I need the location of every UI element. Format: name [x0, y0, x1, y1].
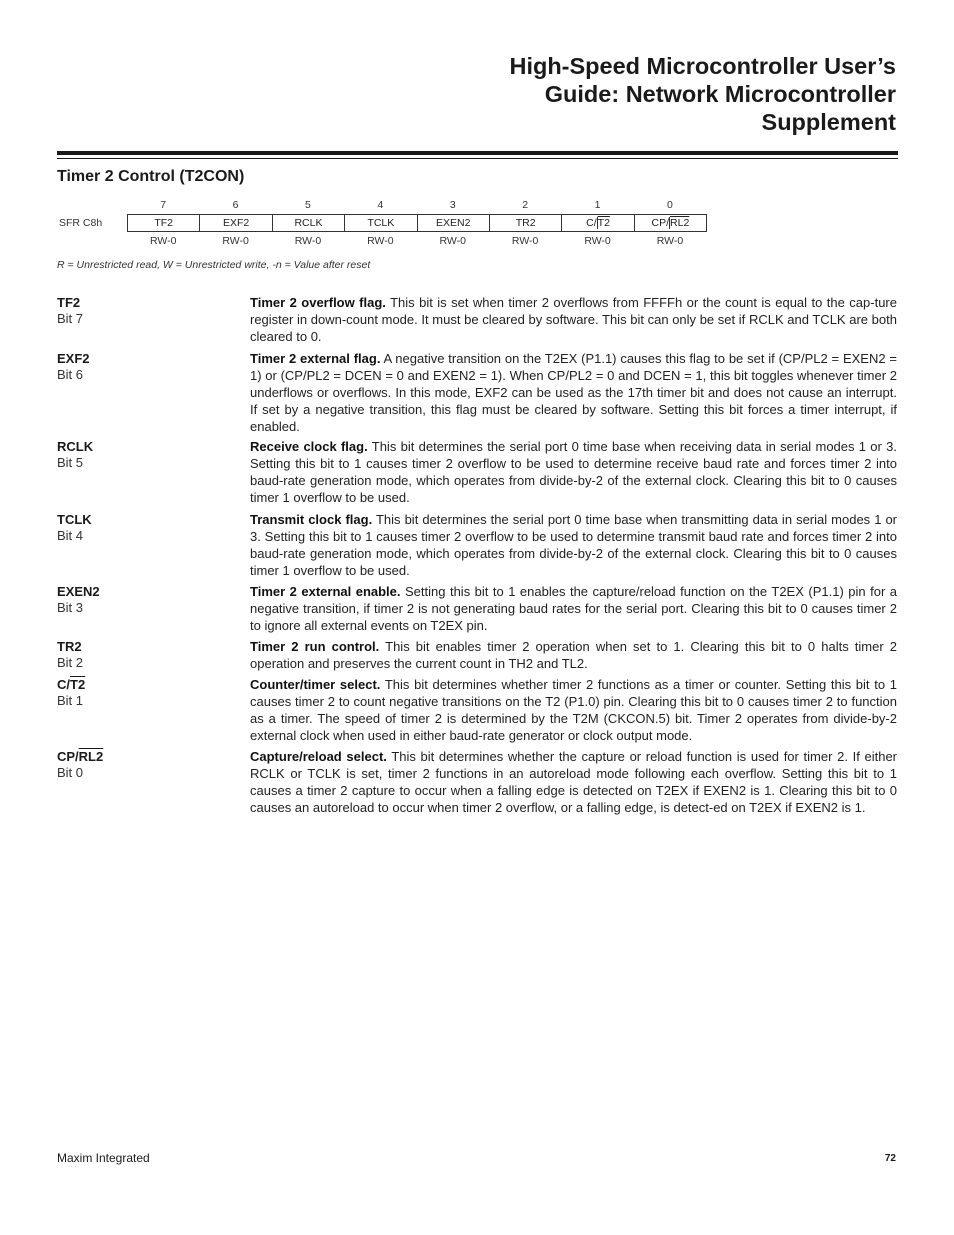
footer-company-name: Maxim Integrated — [57, 1151, 150, 1165]
bit-name-overline-text: T2 — [70, 677, 86, 692]
bit-name — [57, 638, 82, 655]
bit-number: 0 — [667, 199, 673, 211]
register-cell-row — [127, 214, 707, 232]
register-cell — [634, 215, 706, 231]
register-cell-overline-text: T2 — [597, 217, 610, 229]
bit-number: 6 — [232, 199, 239, 211]
bit-position: Bit 0 — [57, 765, 84, 780]
bit-heading: Timer 2 external enable. — [250, 584, 401, 599]
bit-heading: Receive clock flag. — [250, 439, 368, 454]
register-cell — [417, 215, 489, 231]
header-rule-thin — [57, 158, 898, 159]
bit-number: 3 — [449, 199, 456, 211]
bit-description-text — [250, 676, 897, 744]
header-rule-thick — [57, 151, 898, 155]
bit-body: This bit determines whether timer 2 functions as a timer or counter. Setting this bit to 1 causes timer 2 to count negative transitions on the T2 (P1.0) pin. Clearing this bit to 0 causes timer 2 to function as a timer. The speed of timer 2 is determined by the T2M (CKCON.5) bit. Timer 2 operates from divide-by-2 external clock when used in either baud-rate generator or clock output mode. — [250, 677, 897, 743]
bit-position: Bit 6 — [57, 367, 84, 382]
bit-description-text — [250, 350, 897, 435]
register-cell — [489, 215, 561, 231]
bit-number: 2 — [522, 199, 529, 211]
register-cell — [344, 215, 416, 231]
bit-description-text — [250, 583, 897, 634]
bit-heading: Transmit clock flag. — [250, 512, 373, 527]
bit-name — [57, 294, 80, 311]
bit-name-text: TCLK — [57, 512, 92, 527]
bit-body: This bit determines the serial port 0 time base when receiving data in serial modes 1 or 3. Setting this bit to 1 causes timer 2 overflow to be used to determine receive baud rate and forces timer 2 into baud-rate generation mode, which operates from divide-by-2 of the external clock. Clearing this bit to 0 causes timer 1 overflow to be used. — [250, 439, 897, 505]
reset-value: RW-0 — [584, 235, 611, 247]
bit-position: Bit 4 — [57, 528, 84, 543]
bit-heading: Timer 2 overflow flag. — [250, 295, 386, 310]
register-cell-text: TCLK — [367, 217, 395, 229]
document-title-line: High-Speed Microcontroller User’s — [509, 53, 896, 79]
reset-value: RW-0 — [511, 235, 539, 247]
sfr-address-label: SFR C8h — [59, 217, 103, 229]
bit-position: Bit 3 — [57, 600, 84, 615]
register-cell-text: C/ — [586, 217, 597, 229]
bit-position: Bit 1 — [57, 693, 84, 708]
reset-value: RW-0 — [439, 235, 466, 247]
reset-value: RW-0 — [656, 235, 684, 247]
register-cell — [199, 215, 271, 231]
document-title — [296, 52, 896, 136]
section-title: Timer 2 Control (T2CON) — [57, 168, 245, 185]
bit-name — [57, 511, 92, 528]
bit-number: 7 — [160, 199, 167, 211]
bit-name-text: EXF2 — [57, 351, 90, 366]
bit-heading: Timer 2 external flag. — [250, 351, 381, 366]
bit-heading: Timer 2 run control. — [250, 639, 380, 654]
bit-name-text: CP/ — [57, 749, 79, 764]
bit-position: Bit 2 — [57, 655, 84, 670]
register-cell-overline-text: RL2 — [670, 217, 690, 229]
bit-number: 4 — [377, 199, 384, 211]
bit-description-text — [250, 294, 897, 345]
bit-name-text: TF2 — [57, 295, 81, 310]
bit-position: Bit 7 — [57, 311, 84, 326]
bit-number: 1 — [594, 199, 601, 211]
bit-body: Setting this bit to 1 enables the capture/reload function on the T2EX (P1.1) pin for a negative transition, if timer 2 is not generating baud rates for the serial port. Clearing this bit to 0 causes timer 2 to ignore all external events on T2EX pin. — [250, 584, 897, 633]
register-cell — [128, 215, 199, 231]
register-cell-text: RCLK — [294, 217, 323, 229]
bit-description-text — [250, 438, 897, 506]
bit-name-text: EXEN2 — [57, 584, 100, 599]
bit-body: This bit is set when timer 2 overflows from FFFFh or the count is equal to the cap-ture register in down-count mode. It must be cleared by software. This bit can only be set if RCLK and TCLK are both cleared to 0. — [250, 295, 897, 344]
bit-name — [57, 350, 90, 367]
bit-name-text: TR2 — [57, 639, 82, 654]
bit-body: This bit determines the serial port 0 time base when transmitting data in serial modes 1 or 3. Setting this bit to 1 causes timer 2 overflow to be used to determine transmit baud rate and forces timer 2 into baud-rate generation mode, which operates from divide-by-2 of the external clock. Clearing this bit to 0 causes timer 1 overflow to be used. — [250, 512, 898, 578]
footer-page-number: 72 — [884, 1153, 896, 1164]
bit-name — [57, 676, 85, 693]
register-cell-text: EXF2 — [222, 217, 250, 229]
bit-description-text — [250, 748, 897, 816]
bit-body: This bit determines whether the capture or reload function is used for timer 2. If either RCLK or TCLK is set, timer 2 functions in an autoreload mode following each overflow. Setting this bit to 1 causes a timer 2 capture to occur when a falling edge is detected on T2EX if EXEN2 is 1. Clearing this bit to 0 causes an autoreload to occur when timer 2 overflow, or a falling edge, is detect-ed on T2EX if EXEN2 is 1. — [250, 749, 897, 815]
reset-value-row — [127, 235, 706, 247]
bit-name — [57, 748, 103, 765]
register-diagram — [57, 199, 737, 259]
bit-number-row — [127, 199, 706, 211]
bit-name-overline-text: RL2 — [78, 749, 104, 764]
bit-heading: Capture/reload select. — [250, 749, 387, 764]
document-title-line: Guide: Network Microcontroller — [544, 81, 896, 107]
reset-value: RW-0 — [149, 235, 177, 247]
bit-body: A negative transition on the T2EX (P1.1) causes this flag to be set if (CP/PL2 = EXEN2 = 1) or (CP/PL2 = DCEN = 0 and EXEN2 = 1). When CP/PL2 = 0 and DCEN = 1, this bit toggles whenever timer 2 underflows or overflows. In this mode, EXF2 can be used as the 17th timer bit and does not cause an interrupt. If set by a negative transition, this flag must be cleared by software. Setting this bit forces a timer interrupt, if enabled. — [250, 351, 897, 434]
register-cell — [561, 215, 633, 231]
bit-position: Bit 5 — [57, 455, 84, 470]
register-cell — [272, 215, 344, 231]
register-cell-text: CP/ — [651, 217, 670, 229]
bit-name-text: RCLK — [57, 439, 94, 454]
bit-heading: Counter/timer select. — [250, 677, 381, 692]
bit-description-text — [250, 638, 897, 672]
reset-value: RW-0 — [294, 235, 322, 247]
bit-name — [57, 438, 93, 455]
reset-value: RW-0 — [367, 235, 394, 247]
document-title-line: Supplement — [761, 109, 896, 135]
bit-name — [57, 583, 100, 600]
register-cell-text: EXEN2 — [436, 217, 471, 229]
bit-description-text — [250, 511, 897, 579]
reset-value: RW-0 — [222, 235, 249, 247]
bit-number: 5 — [305, 199, 311, 211]
bit-body: This bit enables timer 2 operation when set to 1. Clearing this bit to 0 halts timer 2 operation and preserves the current count in TH2 and TL2. — [250, 639, 897, 671]
register-cell-text: TR2 — [515, 217, 536, 229]
register-cell-text: TF2 — [154, 217, 174, 229]
bit-name-text: C/ — [57, 677, 70, 692]
register-legend: R = Unrestricted read, W = Unrestricted write, -n = Value after reset — [57, 259, 371, 271]
